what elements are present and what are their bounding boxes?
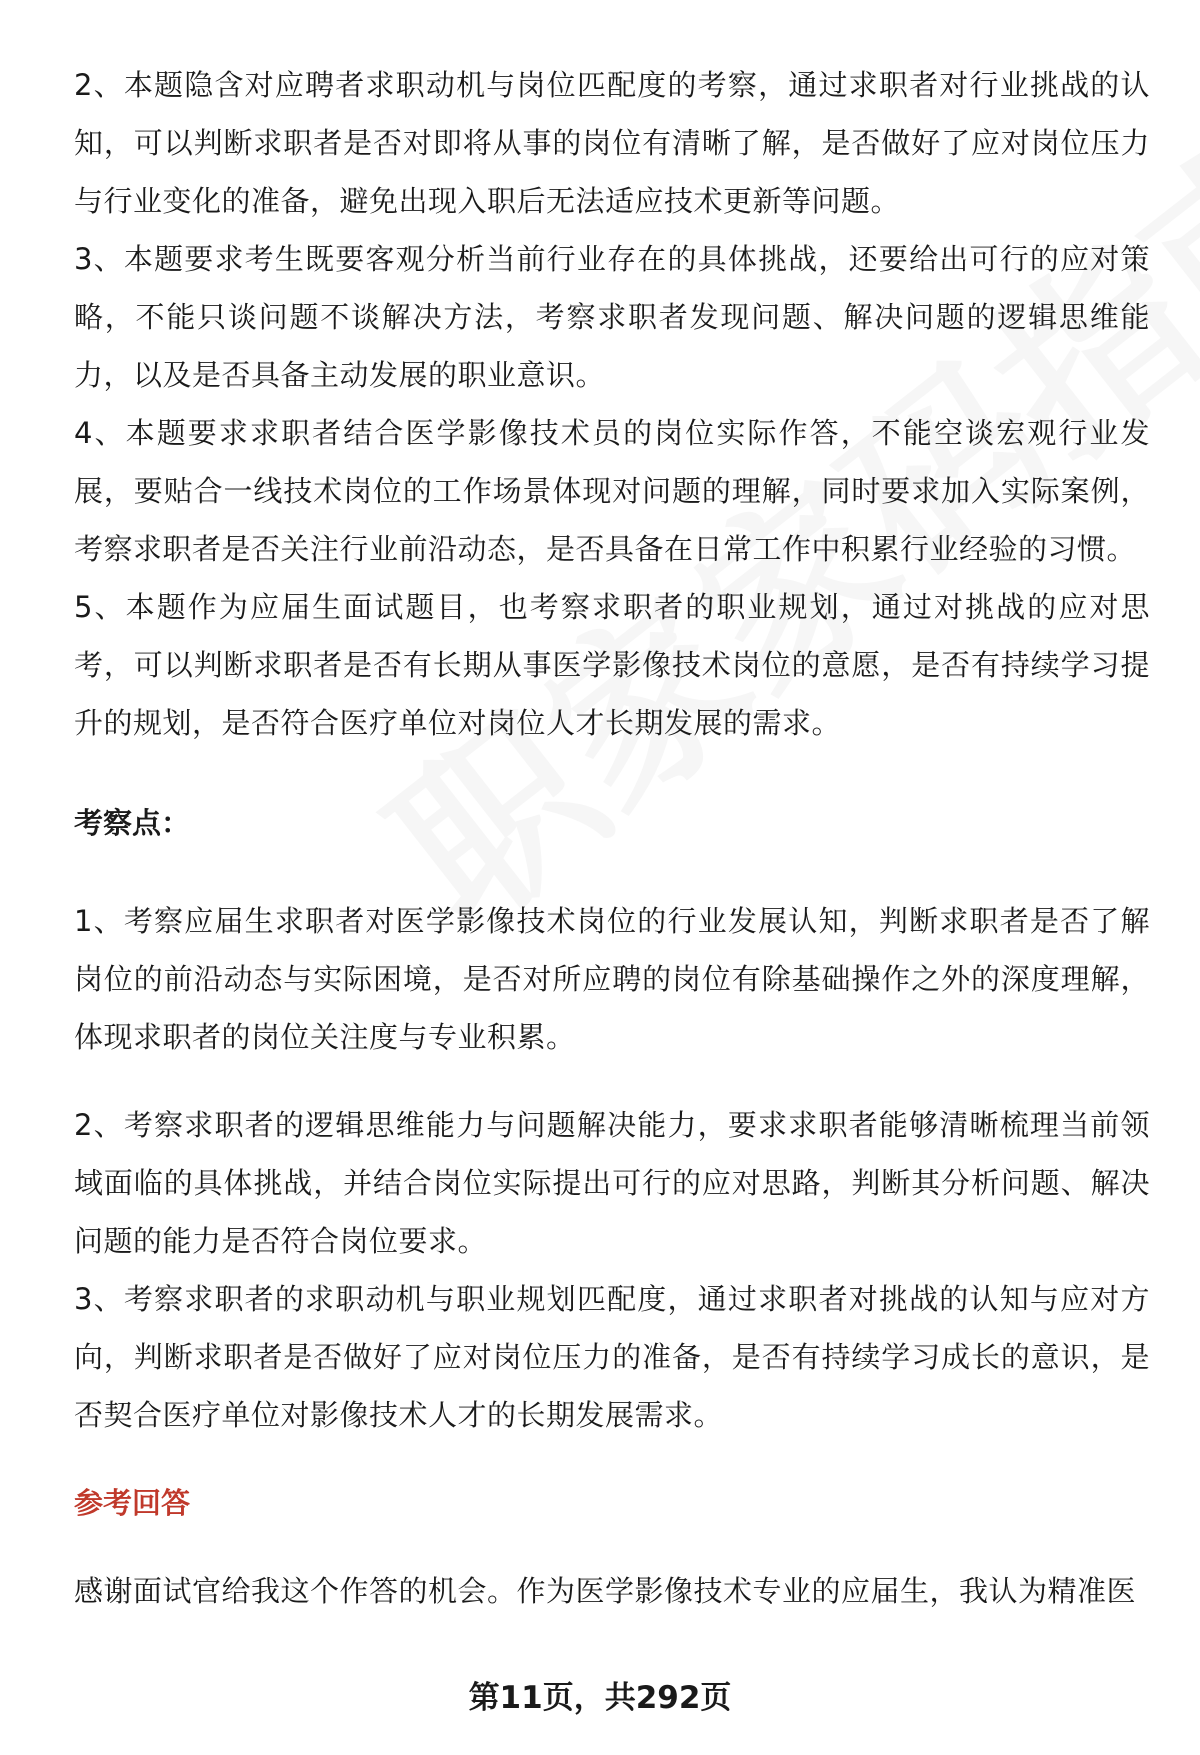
paragraph-item-4: 4、本题要求求职者结合医学影像技术员的岗位实际作答，不能空谈宏观行业发展，要贴合一线技术岗位的工作场景体现对问题的理解，同时要求加入实际案例，考察求职者是否关注行业前沿动态，是否具备在日常工作中积累行业经验的习惯。 (74, 416, 1150, 566)
document-body (74, 56, 1150, 1620)
reference-answer-text: 感谢面试官给我这个作答的机会。作为医学影像技术专业的应届生，我认为精准医 (74, 1574, 1137, 1608)
page-number: 第11页，共292页 (468, 1680, 732, 1716)
paragraph-item-2: 2、本题隐含对应聘者求职动机与岗位匹配度的考察，通过求职者对行业挑战的认知，可以判断求职者是否对即将从事的岗位有清晰了解，是否做好了应对岗位压力与行业变化的准备，避免出现入职后无法适应技术更新等问题。 (74, 68, 1150, 218)
assessment-point-1: 1、考察应届生求职者对医学影像技术岗位的行业发展认知，判断求职者是否了解岗位的前沿动态与实际困境，是否对所应聘的岗位有除基础操作之外的深度理解，体现求职者的岗位关注度与专业积累。 (74, 904, 1150, 1054)
assessment-point-2: 2、考察求职者的逻辑思维能力与问题解决能力，要求求职者能够清晰梳理当前领域面临的具体挑战，并结合岗位实际提出可行的应对思路，判断其分析问题、解决问题的能力是否符合岗位要求。 (74, 1108, 1150, 1258)
paragraph-item-3: 3、本题要求考生既要客观分析当前行业存在的具体挑战，还要给出可行的应对策略，不能只谈问题不谈解决方法，考察求职者发现问题、解决问题的逻辑思维能力，以及是否具备主动发展的职业意识。 (74, 242, 1150, 392)
heading-assessment-points: 考察点： (74, 806, 191, 840)
heading-reference-answer: 参考回答 (74, 1486, 191, 1520)
assessment-point-3: 3、考察求职者的求职动机与职业规划匹配度，通过求职者对挑战的认知与应对方向，判断求职者是否做好了应对岗位压力的准备，是否有持续学习成长的意识，是否契合医疗单位对影像技术人才的长期发展需求。 (74, 1282, 1150, 1432)
paragraph-item-5: 5、本题作为应届生面试题目，也考察求职者的职业规划，通过对挑战的应对思考，可以判断求职者是否有长期从事医学影像技术岗位的意愿，是否有持续学习提升的规划，是否符合医疗单位对岗位人才长期发展的需求。 (74, 590, 1150, 740)
